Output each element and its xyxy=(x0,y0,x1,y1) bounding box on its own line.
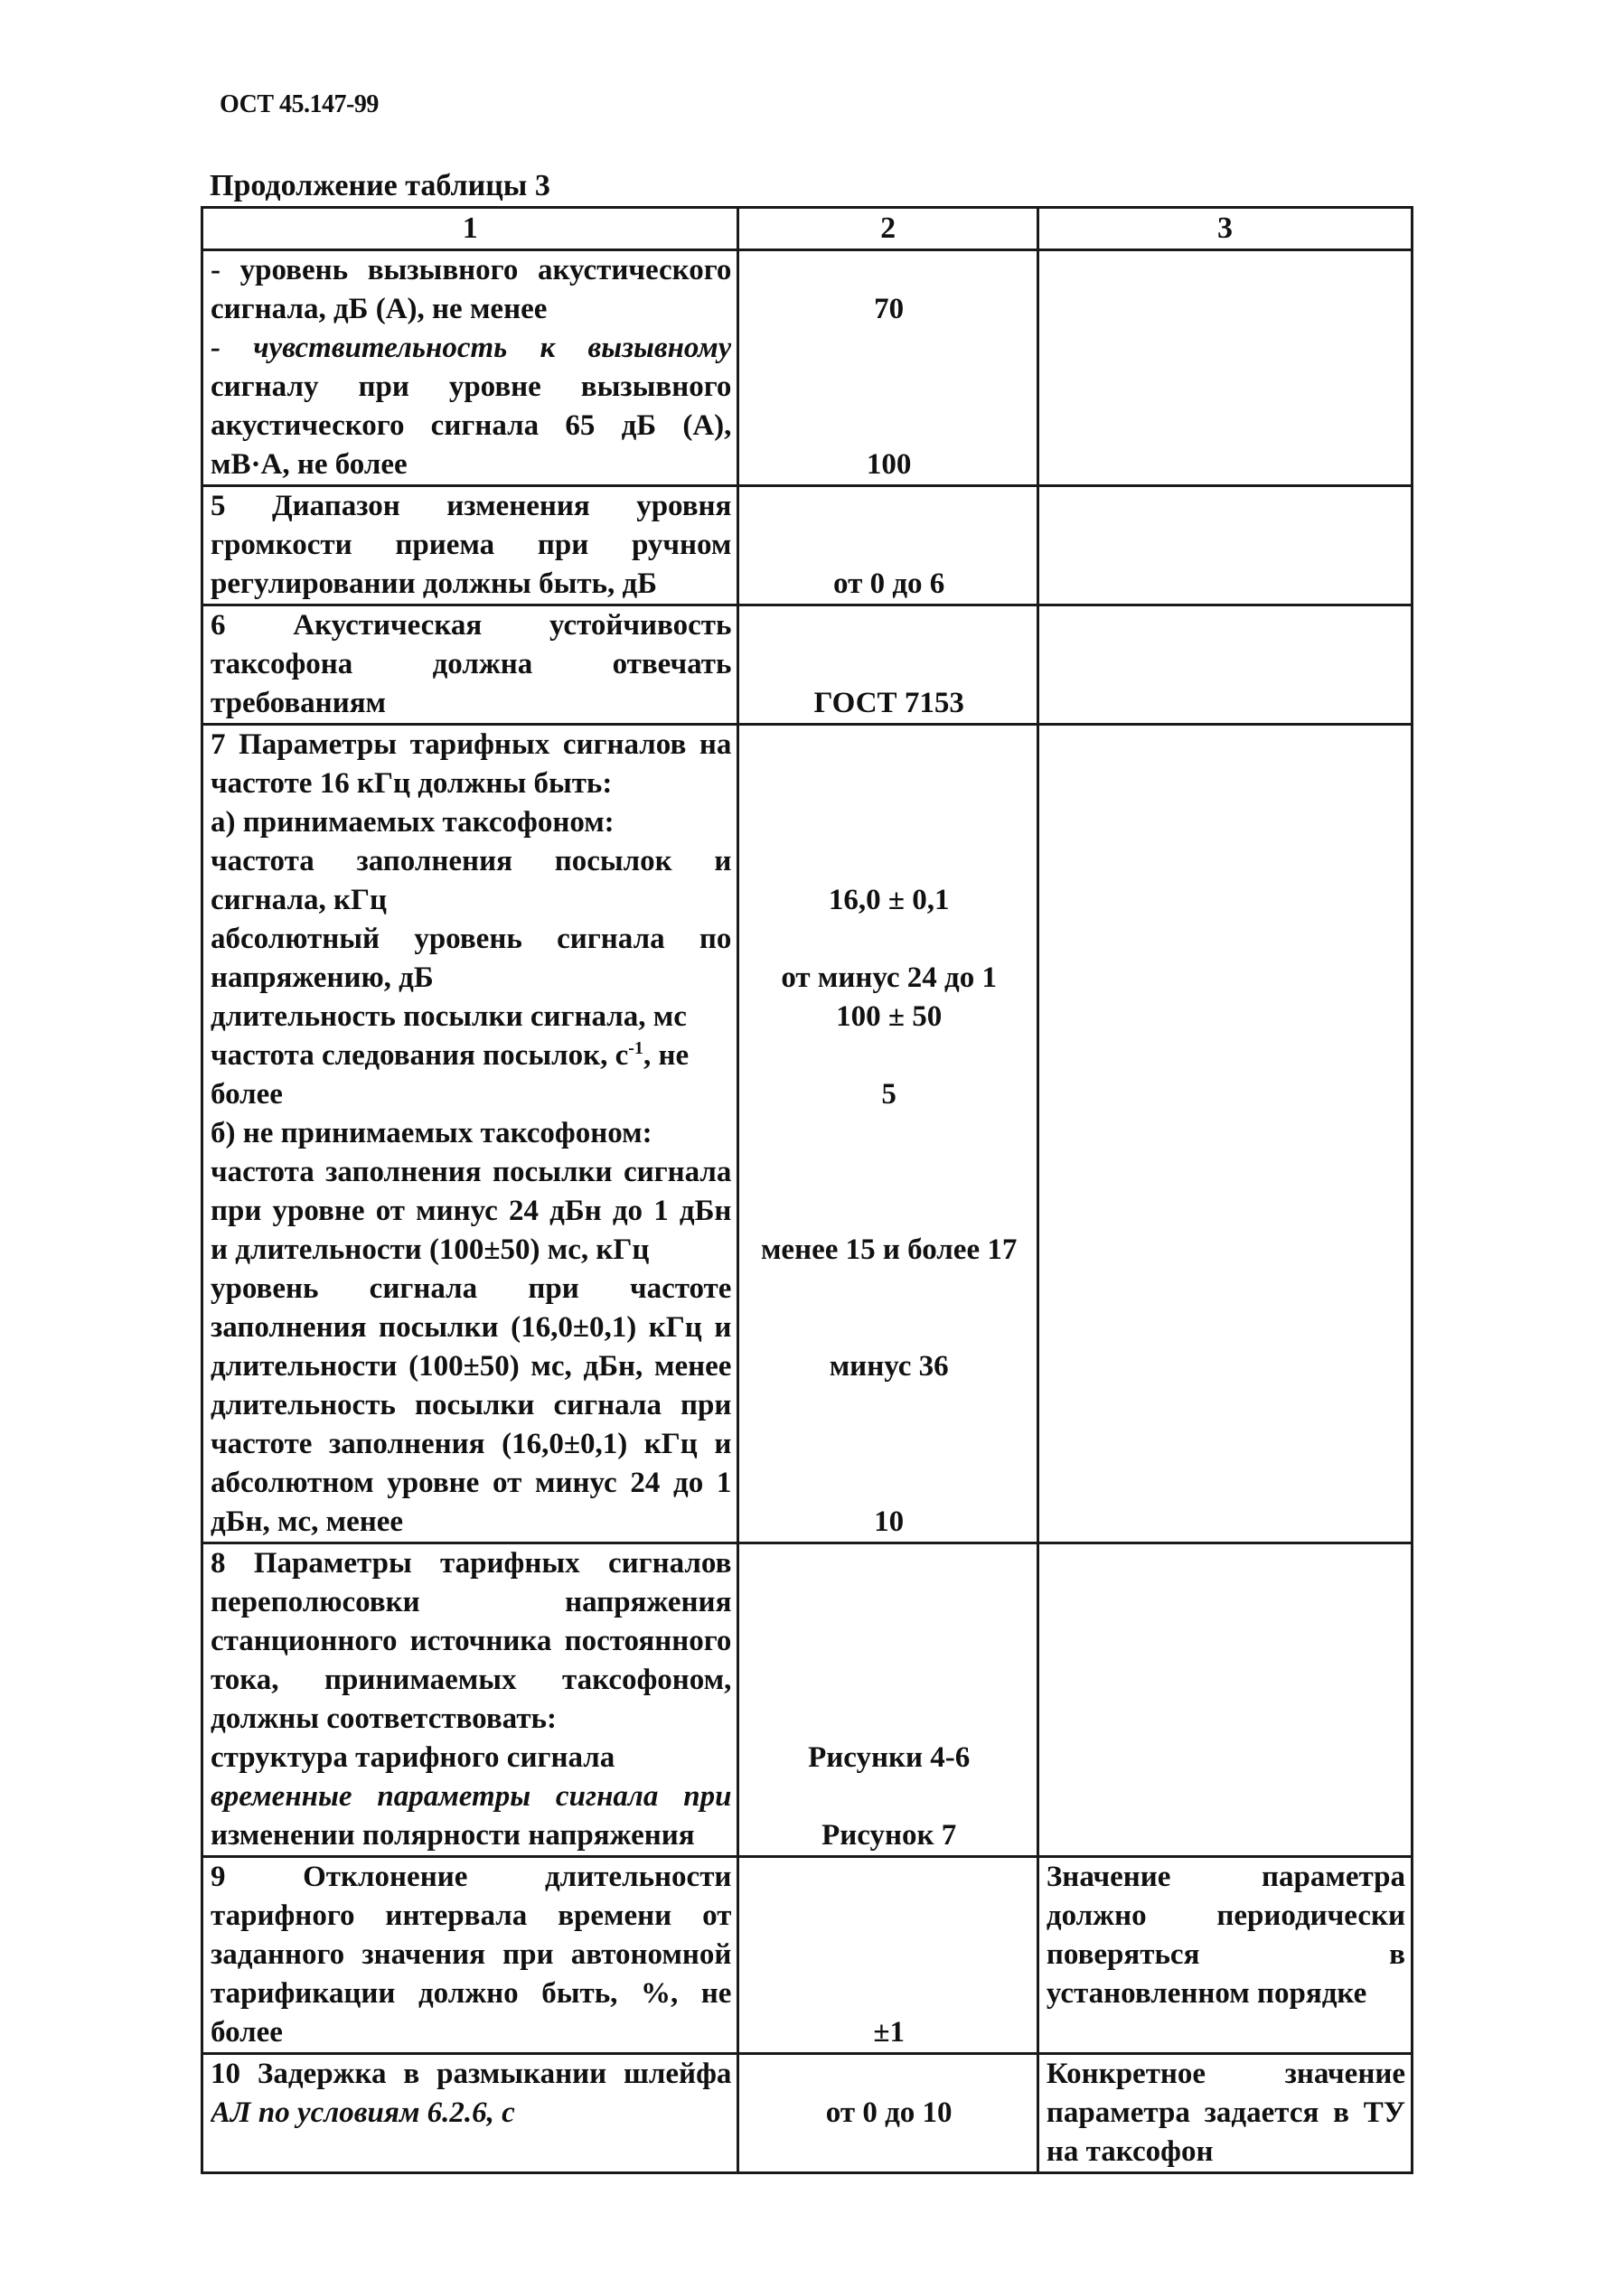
value-line: от 0 до 6 xyxy=(833,567,945,600)
parameter-line: 8 Параметры тарифных сигналов xyxy=(211,1547,732,1580)
value-line xyxy=(746,920,1030,959)
table-row xyxy=(202,1543,1413,1857)
table-row xyxy=(202,605,1413,725)
parameter-line: при уровне от минус 24 дБн до 1 дБн xyxy=(211,1195,732,1227)
value-line: Рисунки 4-6 xyxy=(808,1741,971,1774)
note-line: параметра задается в ТУ xyxy=(1046,2096,1405,2129)
value-line: 70 xyxy=(874,293,905,325)
parameter-line: - уровень вызывного акустического xyxy=(211,254,732,286)
value-line xyxy=(746,1192,1030,1231)
parameter-line: 9 Отклонение длительности xyxy=(211,1861,732,1893)
parameter-cell xyxy=(202,725,738,1543)
parameter-line: абсолютном уровне от минус 24 до 1 xyxy=(211,1467,732,1499)
value-line: от 0 до 10 xyxy=(825,2096,953,2129)
value-cell xyxy=(738,605,1037,725)
parameter-line: длительности (100±50) мс, дБн, менее xyxy=(211,1350,732,1383)
value-line xyxy=(746,1661,1030,1700)
parameter-line: 5 Диапазон изменения уровня xyxy=(211,490,732,522)
value-line xyxy=(746,487,1030,526)
parameter-line: временные параметры сигнала при xyxy=(211,1780,732,1813)
parameter-line: более xyxy=(211,1078,283,1111)
note-cell xyxy=(1037,1857,1412,2054)
value-line xyxy=(746,645,1030,684)
document-code: ОСТ 45.147-99 xyxy=(220,90,379,118)
value-line xyxy=(746,1464,1030,1503)
parameter-line: - чувствительность к вызывному xyxy=(211,332,732,364)
parameter-cell xyxy=(202,250,738,486)
note-cell xyxy=(1037,486,1412,605)
parameter-line: частоте 16 кГц должны быть: xyxy=(211,767,613,800)
parameter-cell xyxy=(202,486,738,605)
parameter-line: частоте заполнения (16,0±0,1) кГц и xyxy=(211,1428,732,1460)
value-line: 100 ± 50 xyxy=(836,1000,943,1033)
value-line xyxy=(746,1777,1030,1816)
value-line: 100 xyxy=(866,448,912,481)
parameter-text-tail: , не xyxy=(643,1039,690,1072)
parameter-line: структура тарифного сигнала xyxy=(211,1741,615,1774)
value-cell xyxy=(738,2054,1037,2173)
parameter-line: станционного источника постоянного xyxy=(211,1625,732,1657)
note-cell xyxy=(1037,250,1412,486)
column-header-2: 2 xyxy=(738,208,1037,250)
note-line: на таксофон xyxy=(1046,2135,1214,2168)
note-cell xyxy=(1037,725,1412,1543)
parameter-text: частота следования посылок, с xyxy=(211,1039,629,1072)
parameter-cell xyxy=(202,605,738,725)
parameter-line: заданного значения при автономной xyxy=(211,1938,732,1971)
value-line xyxy=(746,526,1030,565)
parameter-line: тарифного интервала времени от xyxy=(211,1899,732,1932)
parameter-line: более xyxy=(211,2016,283,2049)
note-cell xyxy=(1037,1543,1412,1857)
value-line xyxy=(746,726,1030,764)
table-row xyxy=(202,2054,1413,2173)
value-line xyxy=(746,1036,1030,1075)
parameter-line: тарификации должно быть, %, не xyxy=(211,1977,732,2010)
parameter-line: таксофона должна отвечать xyxy=(211,648,732,680)
value-line: от минус 24 до 1 xyxy=(781,961,997,994)
column-header-3: 3 xyxy=(1037,208,1412,250)
value-line xyxy=(746,1544,1030,1583)
value-line xyxy=(746,1425,1030,1464)
parameter-line: требованиям xyxy=(211,687,387,719)
value-line xyxy=(746,368,1030,407)
parameter-line: акустического сигнала 65 дБ (А), xyxy=(211,409,732,442)
parameter-line: тока, принимаемых таксофоном, xyxy=(211,1664,732,1696)
value-line: ГОСТ 7153 xyxy=(813,687,964,719)
value-line xyxy=(746,2055,1030,2094)
note-line: установленном порядке xyxy=(1046,1977,1367,2010)
value-line xyxy=(746,842,1030,881)
parameter-line: регулировании должны быть, дБ xyxy=(211,567,658,600)
table-header-row xyxy=(202,208,1413,250)
parameter-line: длительность посылки сигнала при xyxy=(211,1389,732,1421)
value-line xyxy=(746,407,1030,445)
value-line: ±1 xyxy=(873,2016,905,2049)
parameter-line: должны соответствовать: xyxy=(211,1702,557,1735)
value-line xyxy=(746,1858,1030,1897)
value-line xyxy=(746,1308,1030,1347)
value-line xyxy=(746,764,1030,803)
note-line: Конкретное значение xyxy=(1046,2058,1405,2090)
note-line: Значение параметра xyxy=(1046,1861,1405,1893)
value-cell xyxy=(738,725,1037,1543)
value-line xyxy=(746,1114,1030,1153)
value-line xyxy=(746,1897,1030,1936)
parameter-cell xyxy=(202,1543,738,1857)
parameter-line: мВ·А, не более xyxy=(211,448,408,481)
value-cell xyxy=(738,1543,1037,1857)
value-line: 10 xyxy=(874,1505,905,1538)
parameter-line: АЛ по условиям 6.2.6, с xyxy=(211,2096,515,2129)
parameter-line: дБн, мс, менее xyxy=(211,1505,404,1538)
parameter-line: сигнала, дБ (А), не менее xyxy=(211,293,548,325)
value-line: минус 36 xyxy=(829,1350,949,1383)
parameter-line: длительность посылки сигнала, мс xyxy=(211,1000,687,1033)
parameter-line: заполнения посылки (16,0±0,1) кГц и xyxy=(211,1311,732,1344)
parameter-line: 6 Акустическая устойчивость xyxy=(211,609,732,642)
table-row xyxy=(202,725,1413,1543)
note-line: должно периодически xyxy=(1046,1899,1405,1932)
parameter-line: громкости приема при ручном xyxy=(211,529,732,561)
parameter-line: б) не принимаемых таксофоном: xyxy=(211,1117,652,1149)
value-line: 5 xyxy=(881,1078,896,1111)
table-row xyxy=(202,486,1413,605)
table-row xyxy=(202,250,1413,486)
parameter-line: частота заполнения посылки сигнала xyxy=(211,1156,732,1188)
parameter-cell xyxy=(202,1857,738,2054)
table-row xyxy=(202,1857,1413,2054)
parameter-line: 7 Параметры тарифных сигналов на xyxy=(211,728,732,761)
unit-exponent: -1 xyxy=(628,1038,643,1058)
value-line xyxy=(746,1270,1030,1308)
parameter-line-spacer xyxy=(211,2133,731,2171)
parameter-line: сигналу при уровне вызывного xyxy=(211,370,732,403)
column-header-1: 1 xyxy=(202,208,738,250)
note-cell xyxy=(1037,605,1412,725)
value-line xyxy=(746,1386,1030,1425)
value-line xyxy=(746,1936,1030,1974)
value-line xyxy=(746,1974,1030,2013)
value-line: 16,0 ± 0,1 xyxy=(828,884,950,916)
parameter-line-with-superscript xyxy=(211,1036,731,1075)
parameter-line: сигнала, кГц xyxy=(211,884,387,916)
value-line xyxy=(746,1583,1030,1622)
table-caption: Продолжение таблицы 3 xyxy=(210,169,550,202)
parameter-line: 10 Задержка в размыкании шлейфа xyxy=(211,2058,732,2090)
value-line xyxy=(746,329,1030,368)
value-cell xyxy=(738,250,1037,486)
value-cell xyxy=(738,486,1037,605)
parameter-line: изменении полярности напряжения xyxy=(211,1819,695,1852)
value-line xyxy=(746,1622,1030,1661)
parameter-line: уровень сигнала при частоте xyxy=(211,1272,732,1305)
parameter-line: а) принимаемых таксофоном: xyxy=(211,806,615,839)
parameter-line: переполюсовки напряжения xyxy=(211,1586,732,1618)
value-line: Рисунок 7 xyxy=(821,1819,957,1852)
parameter-cell xyxy=(202,2054,738,2173)
note-line: поверяться в xyxy=(1046,1938,1405,1971)
value-line xyxy=(746,251,1030,290)
value-line xyxy=(746,606,1030,645)
parameter-line: напряжению, дБ xyxy=(211,961,434,994)
value-cell xyxy=(738,1857,1037,2054)
note-cell xyxy=(1037,2054,1412,2173)
value-line xyxy=(746,1700,1030,1739)
parameter-line: абсолютный уровень сигнала по xyxy=(211,923,732,955)
value-line xyxy=(746,803,1030,842)
parameters-table xyxy=(201,206,1413,2174)
parameter-line: и длительности (100±50) мс, кГц xyxy=(211,1233,650,1266)
value-line: менее 15 и более 17 xyxy=(760,1233,1018,1266)
value-line xyxy=(746,1153,1030,1192)
parameter-line: частота заполнения посылок и xyxy=(211,845,732,877)
